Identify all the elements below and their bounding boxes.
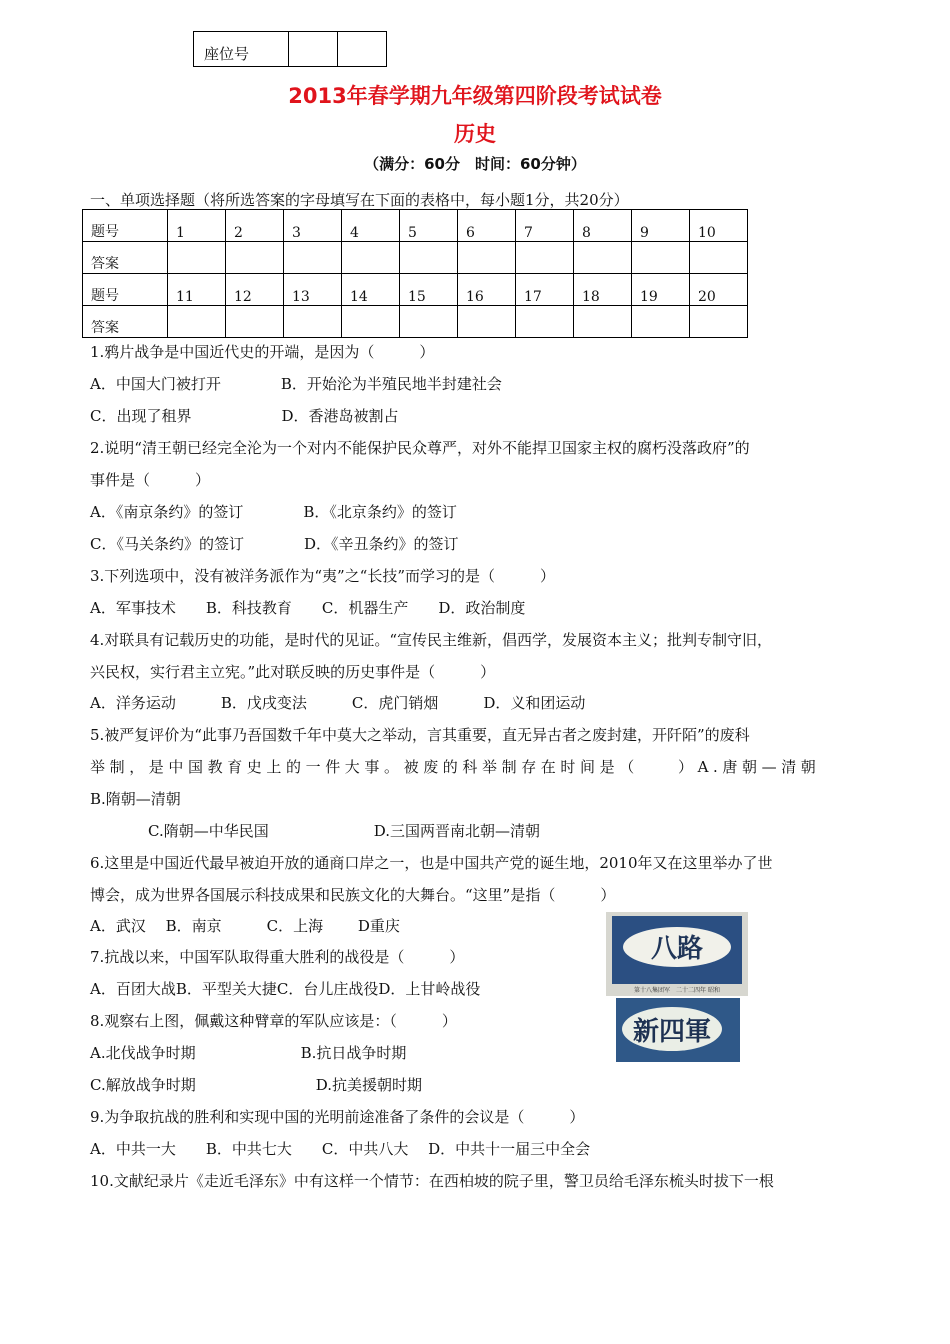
- question-3: 3.下列选项中，没有被洋务派作为“夷”之“长技”而学习的是（ ）: [90, 567, 555, 585]
- seat-number-box[interactable]: [289, 32, 338, 67]
- answer-cell[interactable]: [400, 242, 458, 274]
- question-number-row: [83, 274, 748, 306]
- patch-bottom-text: 新四軍: [632, 1017, 712, 1047]
- question-number: 2: [226, 210, 284, 242]
- row-label: 题号: [83, 210, 168, 242]
- question-4: 4.对联具有记载历史的功能，是时代的见证。“宣传民主维新，倡西学，发展资本主义；批判专制守旧，: [90, 631, 772, 649]
- question-number: 5: [400, 210, 458, 242]
- answer-row: [83, 306, 748, 338]
- answer-cell[interactable]: [284, 306, 342, 338]
- question-1-options-ab: A．中国大门被打开 B．开始沦为半殖民地半封建社会: [90, 375, 502, 393]
- question-number: 10: [690, 210, 748, 242]
- answer-cell[interactable]: [574, 306, 632, 338]
- answer-cell[interactable]: [458, 242, 516, 274]
- question-4-line-2: 兴民权，实行君主立宪。”此对联反映的历史事件是（ ）: [90, 663, 496, 681]
- question-number: 13: [284, 274, 342, 306]
- question-number: 17: [516, 274, 574, 306]
- question-number: 6: [458, 210, 516, 242]
- question-number: 1: [168, 210, 226, 242]
- answer-cell[interactable]: [226, 306, 284, 338]
- question-9: 9.为争取抗战的胜利和实现中国的光明前途准备了条件的会议是（ ）: [90, 1108, 585, 1126]
- question-1-options-cd: C．出现了租界 D．香港岛被割占: [90, 407, 399, 425]
- score-time-info: （满分：60分 时间：60分钟）: [364, 155, 586, 173]
- question-3-options: A．军事技术 B．科技教育 C．机器生产 D．政治制度: [90, 599, 526, 617]
- row-label: 题号: [83, 274, 168, 306]
- question-number: 4: [342, 210, 400, 242]
- answer-cell[interactable]: [226, 242, 284, 274]
- answer-cell[interactable]: [690, 242, 748, 274]
- answer-cell[interactable]: [342, 242, 400, 274]
- exam-title: 2013年春学期九年级第四阶段考试试卷: [288, 84, 662, 108]
- answer-row: [83, 242, 748, 274]
- question-number: 9: [632, 210, 690, 242]
- seat-number-box[interactable]: [338, 32, 387, 67]
- question-8: 8.观察右上图，佩戴这种臂章的军队应该是：（ ）: [90, 1012, 457, 1030]
- answer-cell[interactable]: [168, 306, 226, 338]
- subject-title: 历史: [454, 122, 496, 146]
- question-9-options: A．中共一大 B．中共七大 C．中共八大 D．中共十一届三中全会: [90, 1140, 591, 1158]
- question-number-row: [83, 210, 748, 242]
- question-number: 14: [342, 274, 400, 306]
- question-6-options: A．武汉 B．南京 C．上海 D重庆: [90, 917, 400, 935]
- patch-top-text: 八路: [650, 934, 704, 964]
- question-7: 7.抗战以来，中国军队取得重大胜利的战役是（ ）: [90, 948, 465, 966]
- question-6: 6.这里是中国近代最早被迫开放的通商口岸之一，也是中国共产党的诞生地，2010年又在这里举办了世: [90, 854, 773, 872]
- question-10: 10.文献纪录片《走近毛泽东》中有这样一个情节：在西柏坡的院子里，警卫员给毛泽东梳头时拔下一根: [90, 1172, 774, 1190]
- seat-number-label: 座位号: [194, 32, 289, 67]
- armband-photo: [606, 912, 748, 1064]
- answer-cell[interactable]: [690, 306, 748, 338]
- answer-cell[interactable]: [574, 242, 632, 274]
- question-7-options: A．百团大战B．平型关大捷C．台儿庄战役D．上甘岭战役: [90, 980, 481, 998]
- answer-cell[interactable]: [516, 242, 574, 274]
- question-number: 11: [168, 274, 226, 306]
- answer-cell[interactable]: [516, 306, 574, 338]
- question-2-options-cd: C．《马关条约》的签订 D．《辛丑条约》的签订: [90, 535, 459, 553]
- answer-label: 答案: [83, 306, 168, 338]
- question-number: 12: [226, 274, 284, 306]
- answer-cell[interactable]: [632, 242, 690, 274]
- answer-cell[interactable]: [400, 306, 458, 338]
- question-number: 3: [284, 210, 342, 242]
- seat-number-table: [193, 31, 387, 67]
- question-number: 18: [574, 274, 632, 306]
- answer-cell[interactable]: [632, 306, 690, 338]
- answer-cell[interactable]: [168, 242, 226, 274]
- question-number: 16: [458, 274, 516, 306]
- question-2: 2.说明“清王朝已经完全沦为一个对内不能保护民众尊严，对外不能捍卫国家主权的腐朽没落政府”的: [90, 439, 750, 457]
- question-2-options-ab: A．《南京条约》的签订 B．《北京条约》的签订: [90, 503, 457, 521]
- section-heading: 一、单项选择题（将所选答案的字母填写在下面的表格中，每小题1分，共20分）: [90, 191, 629, 209]
- question-1: 1.鸦片战争是中国近代史的开端，是因为（ ）: [90, 343, 435, 361]
- question-4-options: A．洋务运动 B．戊戌变法 C．虎门销烟 D．义和团运动: [90, 694, 586, 712]
- answer-table: [82, 209, 748, 338]
- question-8-options-cd: C.解放战争时期 D.抗美援朝时期: [90, 1076, 422, 1094]
- patch-small-text: 第十八集团军 二十二四年 昭和: [634, 987, 720, 994]
- question-number: 15: [400, 274, 458, 306]
- question-number: 19: [632, 274, 690, 306]
- answer-cell[interactable]: [458, 306, 516, 338]
- answer-cell[interactable]: [342, 306, 400, 338]
- question-number: 8: [574, 210, 632, 242]
- question-6-line-2: 博会，成为世界各国展示科技成果和民族文化的大舞台。“这里”是指（ ）: [90, 886, 616, 904]
- question-5-line-3: B.隋朝—清朝: [90, 790, 181, 808]
- question-5: 5.被严复评价为“此事乃吾国数千年中莫大之举动，言其重要，直无异古者之废封建，开阡陌”的废科: [90, 726, 750, 744]
- answer-label: 答案: [83, 242, 168, 274]
- question-2-line-2: 事件是（ ）: [90, 471, 211, 489]
- question-5-line-2: 举制，是中国教育史上的一件大事。被废的科举制存在时间是（ ）A.唐朝—清朝: [90, 758, 821, 776]
- question-number: 20: [690, 274, 748, 306]
- question-5-options-cd: C.隋朝—中华民国 D.三国两晋南北朝—清朝: [148, 822, 540, 840]
- question-number: 7: [516, 210, 574, 242]
- question-8-options-ab: A.北伐战争时期 B.抗日战争时期: [90, 1044, 407, 1062]
- answer-cell[interactable]: [284, 242, 342, 274]
